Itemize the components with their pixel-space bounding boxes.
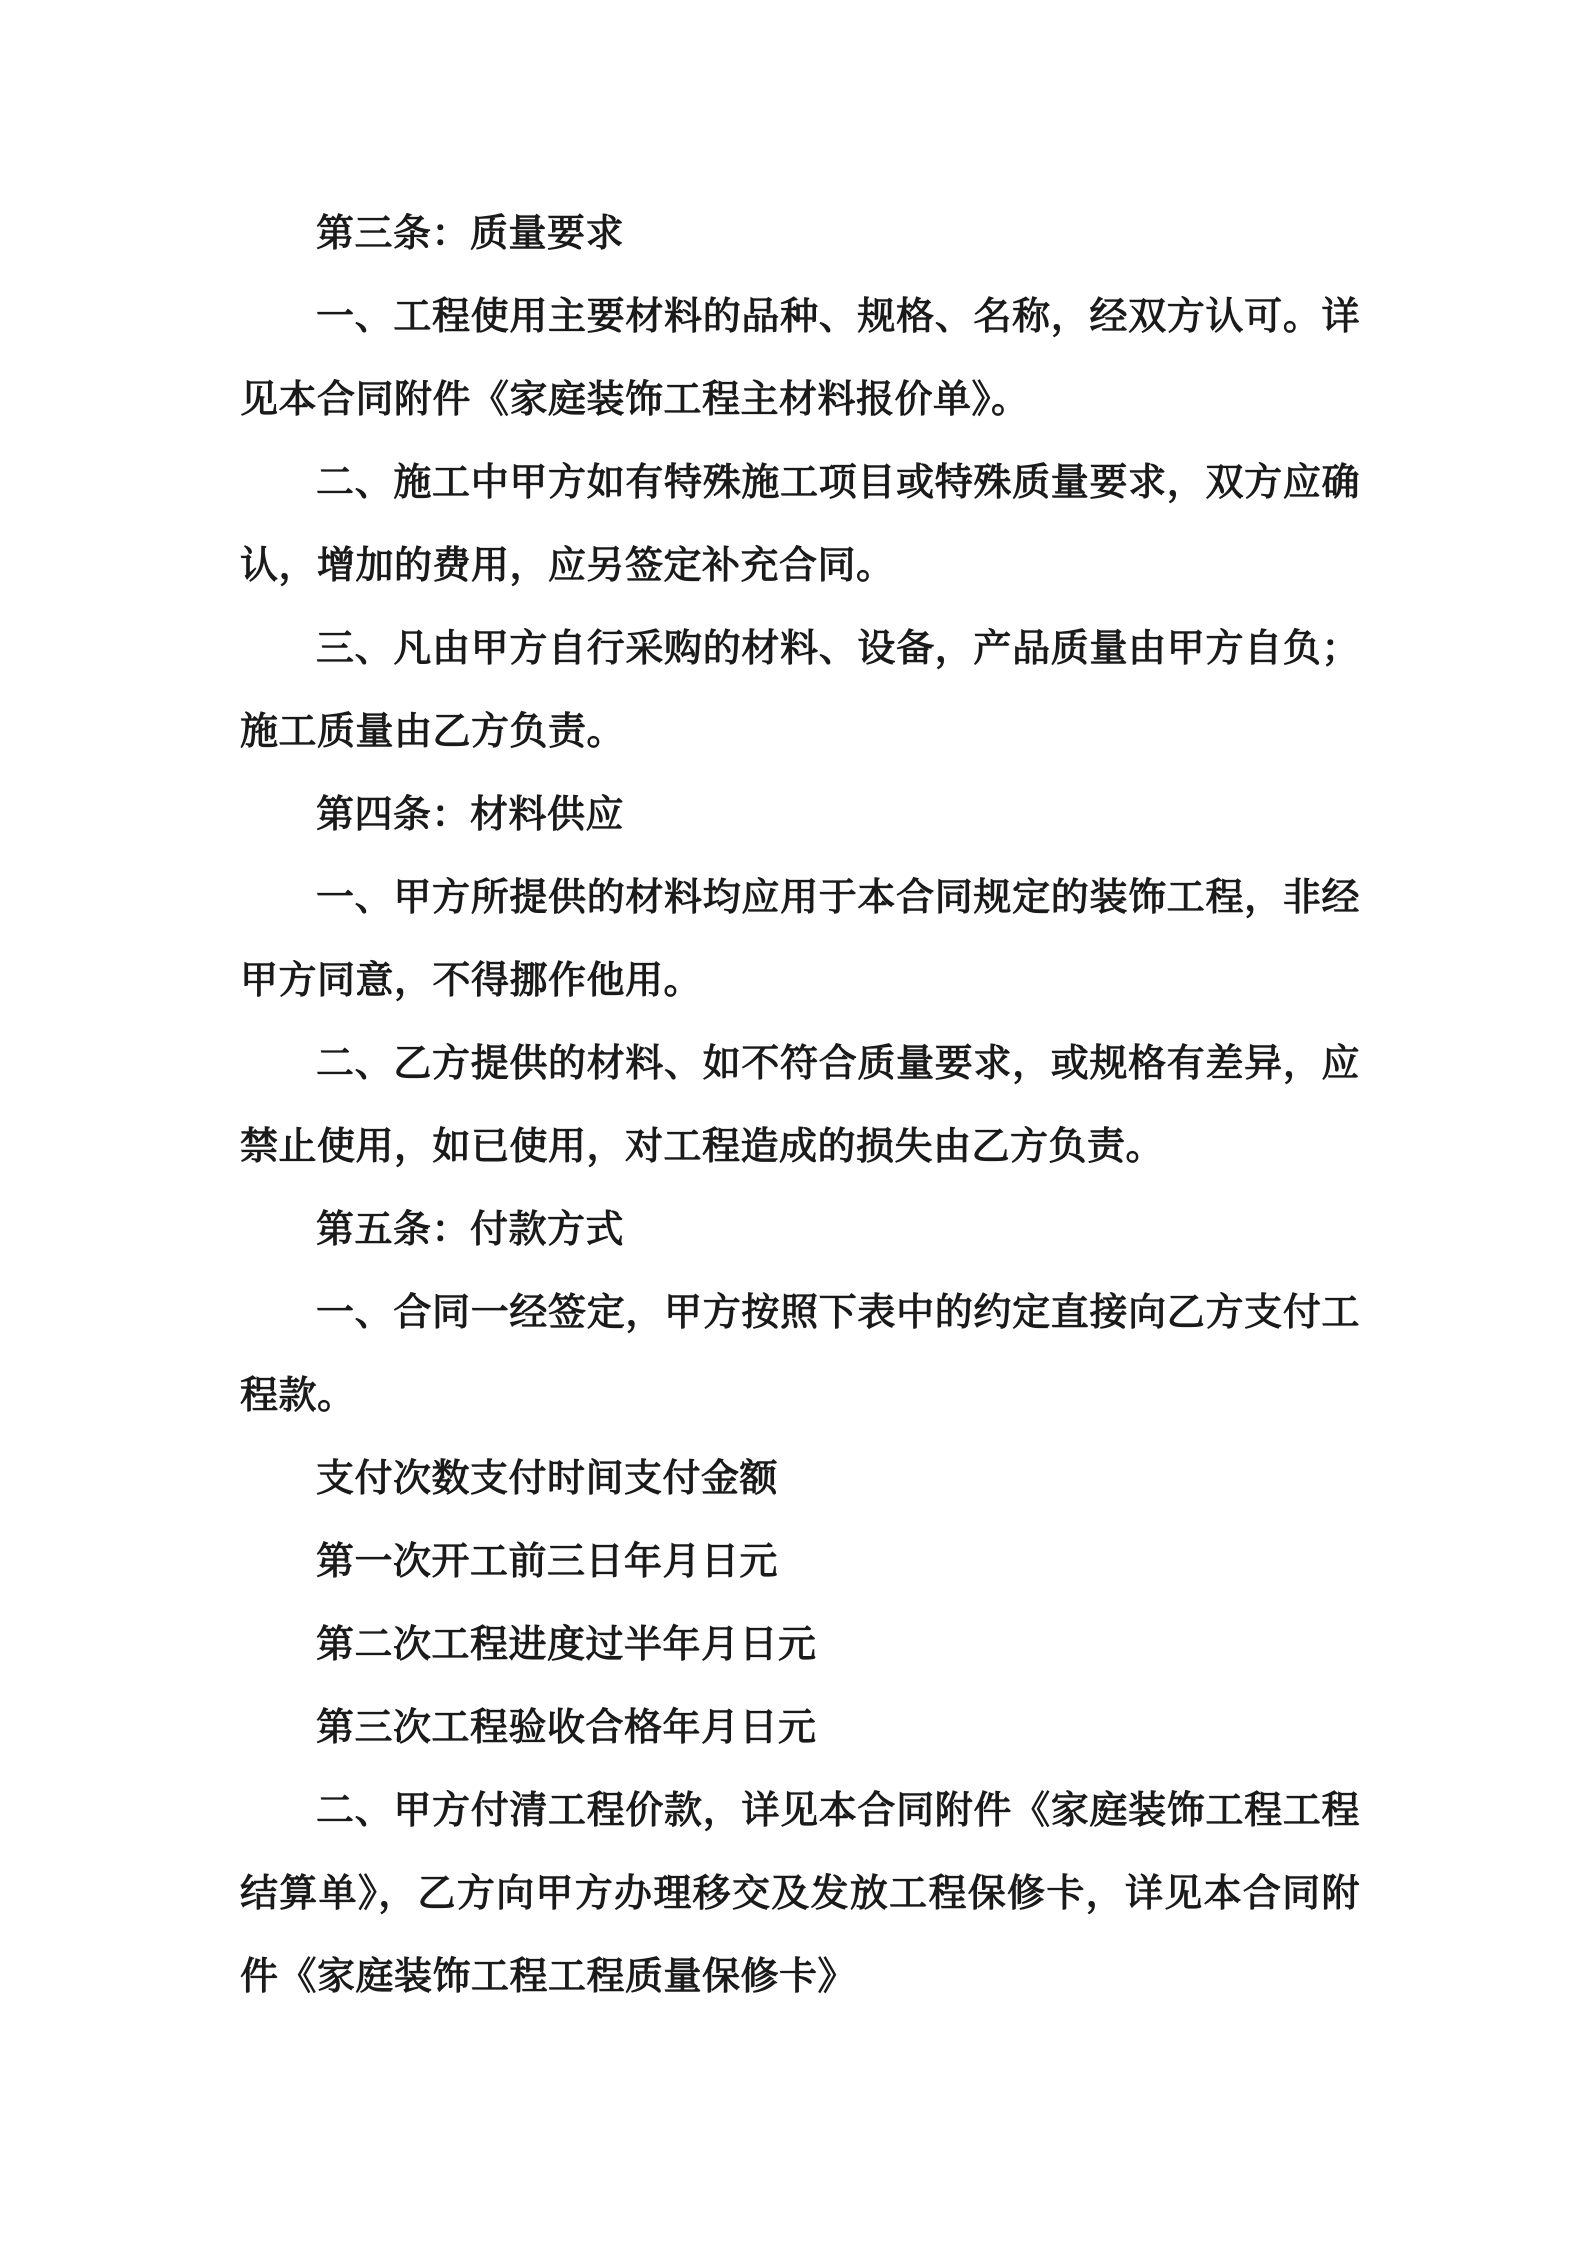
payment-row-2: 第二次工程进度过半年月日元: [316, 1622, 817, 1666]
article-3-heading: 第三条：质量要求: [316, 211, 625, 255]
article-5-heading: 第五条：付款方式: [316, 1207, 625, 1251]
article-4-heading: 第四条：材料供应: [316, 792, 625, 836]
payment-row-3: 第三次工程验收合格年月日元: [316, 1705, 817, 1749]
paragraph: 三、凡由甲方自行采购的材料、设备，产品质量由甲方自负；施工质量由乙方负责。: [240, 626, 1360, 753]
paragraph: 一、合同一经签定，甲方按照下表中的约定直接向乙方支付工程款。: [240, 1290, 1360, 1417]
paragraph: 二、乙方提供的材料、如不符合质量要求，或规格有差异，应禁止使用，如已使用，对工程造成的损失由乙方负责。: [240, 1041, 1360, 1168]
paragraph: 一、甲方所提供的材料均应用于本合同规定的装饰工程，非经甲方同意，不得挪作他用。: [240, 875, 1360, 1002]
paragraph: 一、工程使用主要材料的品种、规格、名称，经双方认可。详见本合同附件《家庭装饰工程主材料报价单》。: [240, 294, 1360, 421]
document-body: [240, 192, 1360, 2018]
payment-table-header: 支付次数支付时间支付金额: [316, 1456, 779, 1500]
paragraph: 二、施工中甲方如有特殊施工项目或特殊质量要求，双方应确认，增加的费用，应另签定补充合同。: [240, 460, 1360, 587]
paragraph: 二、甲方付清工程价款，详见本合同附件《家庭装饰工程工程结算单》，乙方向甲方办理移交及发放工程保修卡，详见本合同附件《家庭装饰工程工程质量保修卡》: [240, 1788, 1360, 1998]
payment-row-1: 第一次开工前三日年月日元: [316, 1539, 779, 1583]
